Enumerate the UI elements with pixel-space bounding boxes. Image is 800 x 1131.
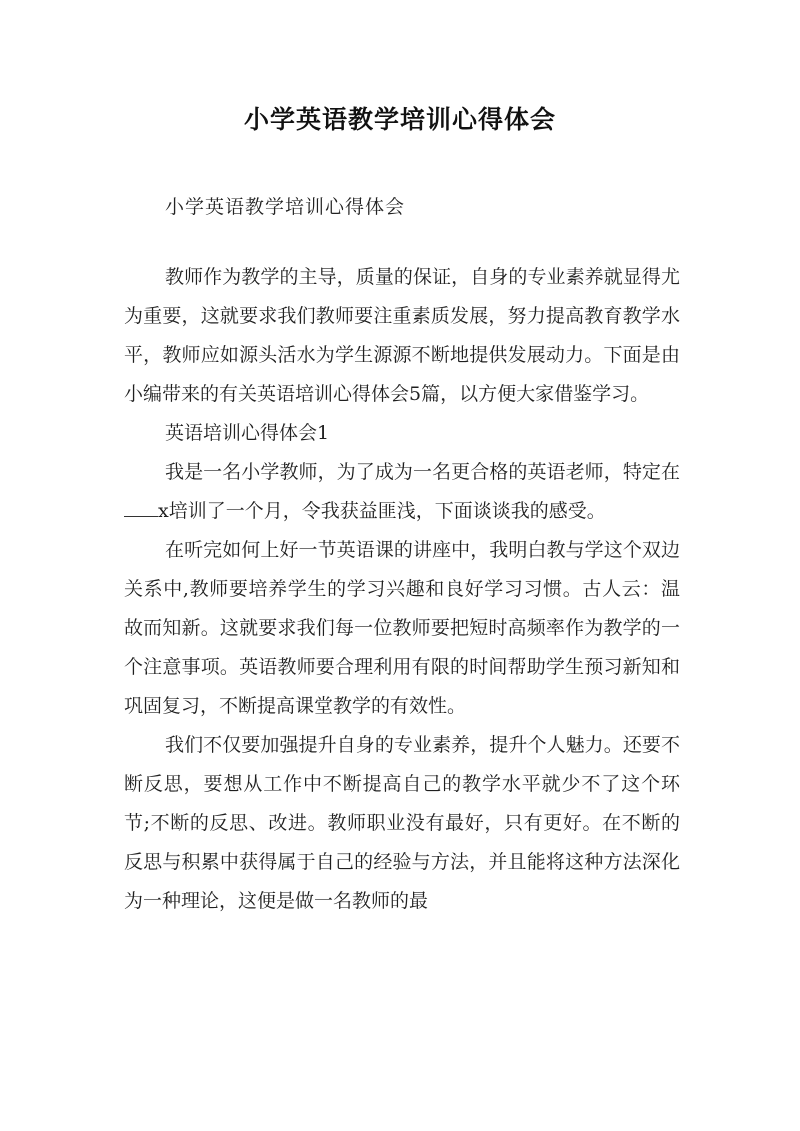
- document-body: [124, 258, 680, 921]
- paragraph-1-text-start: 我是一名小学教师，为了成为一名更合格的英语老师，特定在: [165, 461, 680, 483]
- intro-paragraph: 教师作为教学的主导，质量的保证，自身的专业素养就显得尤为重要，这就要求我们教师要注重素质发展，努力提高教育教学水平，教师应如源头活水为学生源源不断地提供发展动力。下面是由小编带来的有关英语培训心得体会5篇，以方便大家借鉴学习。: [124, 266, 680, 405]
- paragraph-1-text-end: x培训了一个月，令我获益匪浅，下面谈谈我的感受。: [158, 500, 606, 522]
- section-heading: 英语培训心得体会1: [165, 422, 330, 444]
- paragraph-2: 在听完如何上好一节英语课的讲座中，我明白教与学这个双边关系中,教师要培养学生的学习兴趣和良好学习习惯。古人云：温故而知新。这就要求我们每一位教师要把短时高频率作为教学的一个注意事项。英语教师要合理利用有限的时间帮助学生预习新知和巩固复习，不断提高课堂教学的有效性。: [124, 539, 680, 717]
- paragraph-1: [124, 453, 680, 531]
- fill-blank-line: [124, 500, 158, 517]
- document-title: 小学英语教学培训心得体会: [243, 105, 556, 134]
- paragraph-3: 我们不仅要加强提升自身的专业素养，提升个人魅力。还要不断反思，要想从工作中不断提高自己的教学水平就少不了这个环节;不断的反思、改进。教师职业没有最好，只有更好。在不断的反思与积累中获得属于自己的经验与方法，并且能将这种方法深化为一种理论，这便是做一名教师的最: [124, 734, 680, 912]
- document-subtitle: 小学英语教学培训心得体会: [165, 196, 406, 218]
